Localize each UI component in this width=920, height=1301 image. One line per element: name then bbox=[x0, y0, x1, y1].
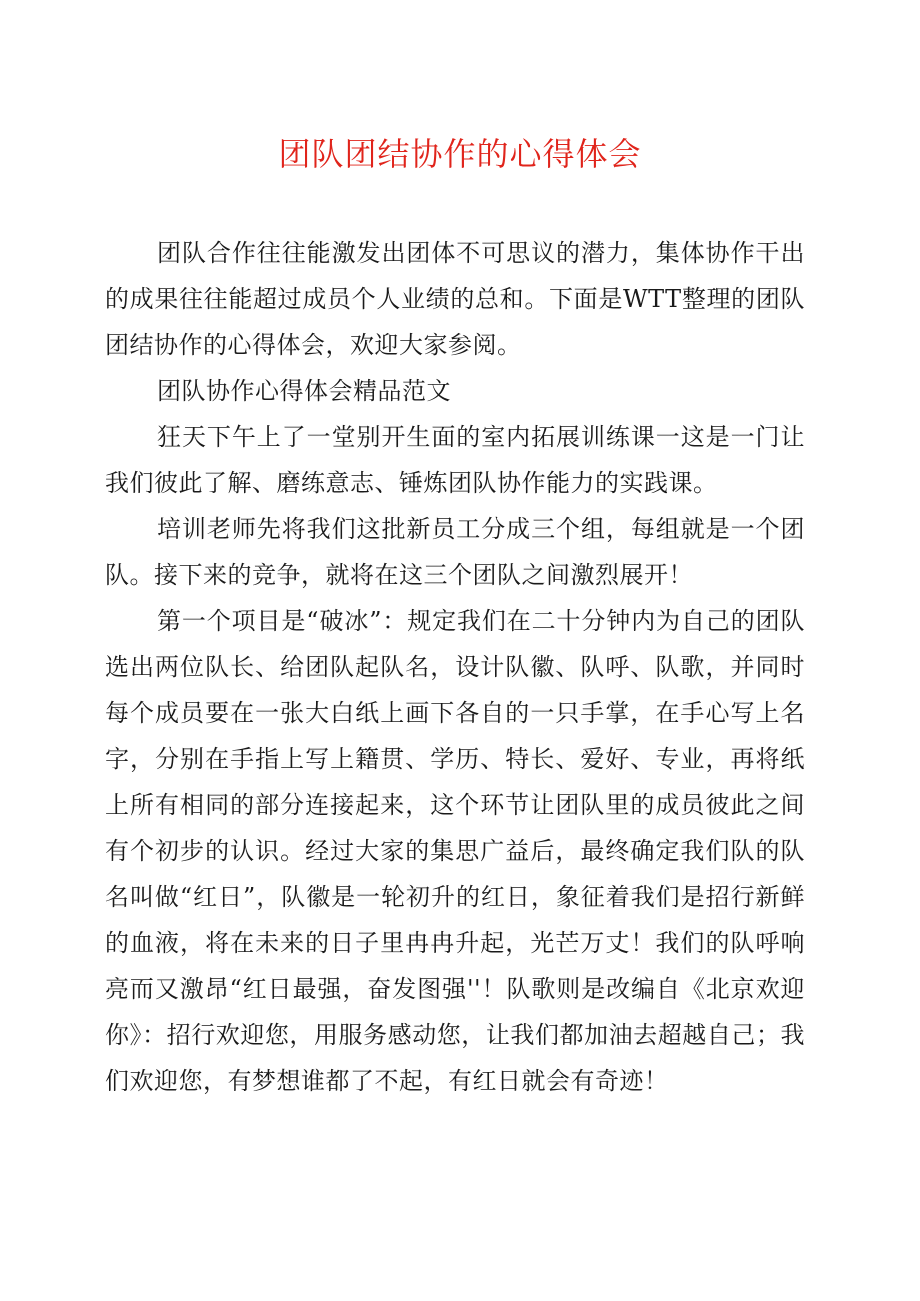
paragraph-2: 培训老师先将我们这批新员工分成三个组，每组就是一个团队。接下来的竞争，就将在这三个团队之间激烈展开！ bbox=[105, 515, 805, 589]
paragraph-section-heading: 团队协作心得体会精品范文 bbox=[157, 377, 451, 405]
document-title: 团队团结协作的心得体会 bbox=[278, 135, 642, 173]
paragraph-intro: 团队合作往往能激发出团体不可思议的潜力，集体协作干出的成果往往能超过成员个人业绩的总和。下面是WTT整理的团队团结协作的心得体会，欢迎大家参阅。 bbox=[105, 239, 805, 359]
paragraph-3: 第一个项目是“破冰”：规定我们在二十分钟内为自己的团队选出两位队长、给团队起队名，设计队徽、队呼、队歌，并同时每个成员要在一张大白纸上画下各自的一只手掌，在手心写上名字，分别在手指上写上籍贯、学历、特长、爱好、专业，再将纸上所有相同的部分连接起来，这个环节让团队里的成员彼此之间有个初步的认识。经过大家的集思广益后，最终确定我们队的队名叫做“红日”，队徽是一轮初升的红日，象征着我们是招行新鲜的血液，将在未来的日子里冉冉升起，光芒万丈！我们的队呼响亮而又激昂“红日最强，奋发图强''！队歌则是改编自《北京欢迎你》：招行欢迎您，用服务感动您，让我们都加油去超越自己；我们欢迎您，有梦想谁都了不起，有红日就会有奇迹！ bbox=[105, 607, 805, 1095]
paragraph-1: 狂天下午上了一堂别开生面的室内拓展训练课一这是一门让我们彼此了解、磨练意志、锤炼团队协作能力的实践课。 bbox=[105, 423, 805, 497]
document-body bbox=[105, 230, 805, 1104]
